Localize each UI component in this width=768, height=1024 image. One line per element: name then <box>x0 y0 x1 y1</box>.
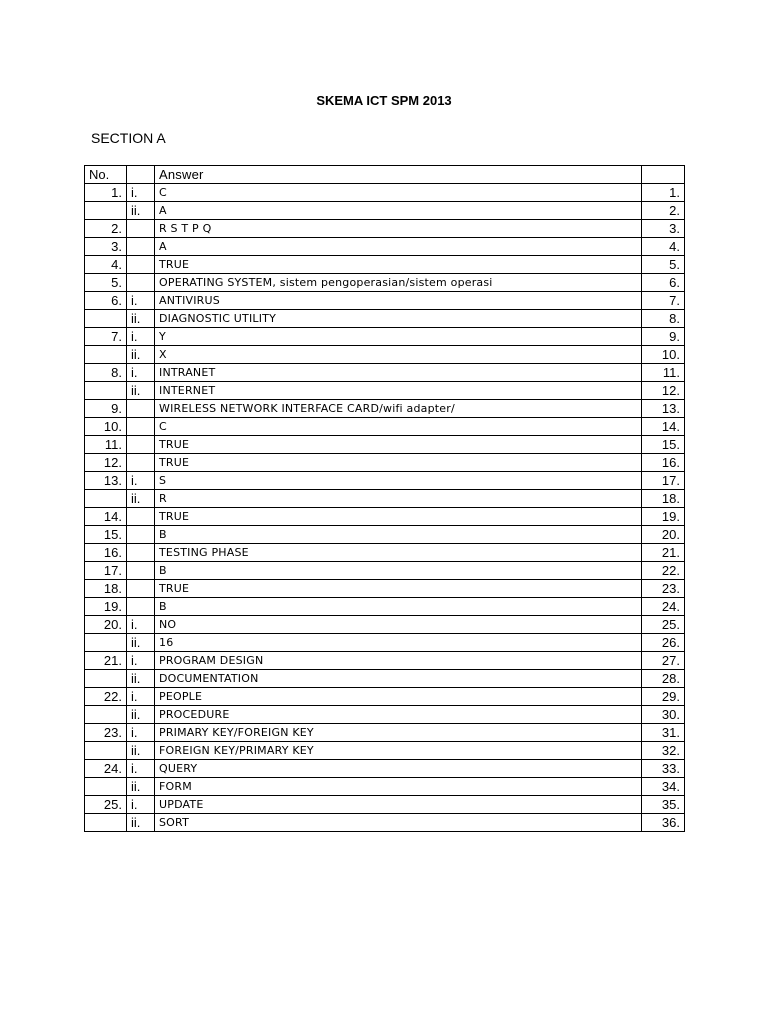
mark-number: 11. <box>642 364 685 382</box>
document-title: SKEMA ICT SPM 2013 <box>316 93 452 108</box>
answer-cell: C <box>155 184 642 202</box>
table-row <box>85 688 685 706</box>
question-number: 11. <box>85 436 127 454</box>
answer-cell: 16 <box>155 634 642 652</box>
sub-question: ii. <box>127 310 155 328</box>
sub-question <box>127 454 155 472</box>
table-row <box>85 562 685 580</box>
answer-cell: B <box>155 598 642 616</box>
mark-number: 28. <box>642 670 685 688</box>
answer-cell: INTRANET <box>155 364 642 382</box>
mark-number: 33. <box>642 760 685 778</box>
question-number <box>85 634 127 652</box>
table-row <box>85 364 685 382</box>
question-number: 21. <box>85 652 127 670</box>
question-number <box>85 346 127 364</box>
answer-cell: R S T P Q <box>155 220 642 238</box>
answer-cell: R <box>155 490 642 508</box>
answer-cell: Y <box>155 328 642 346</box>
question-number: 14. <box>85 508 127 526</box>
header-mark <box>642 166 685 184</box>
answer-cell: PEOPLE <box>155 688 642 706</box>
table-row <box>85 184 685 202</box>
sub-question: i. <box>127 724 155 742</box>
question-number: 13. <box>85 472 127 490</box>
sub-question: ii. <box>127 706 155 724</box>
answer-cell: DIAGNOSTIC UTILITY <box>155 310 642 328</box>
sub-question <box>127 418 155 436</box>
table-row <box>85 274 685 292</box>
answer-cell: S <box>155 472 642 490</box>
question-number <box>85 670 127 688</box>
answer-cell: TESTING PHASE <box>155 544 642 562</box>
mark-number: 13. <box>642 400 685 418</box>
table-row <box>85 220 685 238</box>
mark-number: 14. <box>642 418 685 436</box>
answer-cell: QUERY <box>155 760 642 778</box>
sub-question <box>127 562 155 580</box>
mark-number: 8. <box>642 310 685 328</box>
table-row <box>85 202 685 220</box>
mark-number: 21. <box>642 544 685 562</box>
question-number: 7. <box>85 328 127 346</box>
mark-number: 4. <box>642 238 685 256</box>
answer-table <box>84 165 685 832</box>
answer-cell: FORM <box>155 778 642 796</box>
mark-number: 17. <box>642 472 685 490</box>
question-number: 19. <box>85 598 127 616</box>
question-number <box>85 742 127 760</box>
sub-question: i. <box>127 184 155 202</box>
table-row <box>85 400 685 418</box>
question-number: 2. <box>85 220 127 238</box>
question-number: 9. <box>85 400 127 418</box>
sub-question: i. <box>127 616 155 634</box>
answer-cell: B <box>155 562 642 580</box>
mark-number: 19. <box>642 508 685 526</box>
question-number: 17. <box>85 562 127 580</box>
sub-question: i. <box>127 328 155 346</box>
answer-cell: PRIMARY KEY/FOREIGN KEY <box>155 724 642 742</box>
question-number: 10. <box>85 418 127 436</box>
table-row <box>85 742 685 760</box>
sub-question: i. <box>127 472 155 490</box>
table-row <box>85 238 685 256</box>
table-row <box>85 328 685 346</box>
question-number <box>85 814 127 832</box>
question-number: 22. <box>85 688 127 706</box>
table-row <box>85 310 685 328</box>
sub-question <box>127 526 155 544</box>
sub-question <box>127 274 155 292</box>
question-number: 5. <box>85 274 127 292</box>
section-heading: SECTION A <box>91 130 166 146</box>
table-row <box>85 616 685 634</box>
table-row <box>85 490 685 508</box>
mark-number: 27. <box>642 652 685 670</box>
mark-number: 10. <box>642 346 685 364</box>
mark-number: 24. <box>642 598 685 616</box>
answer-cell: PROCEDURE <box>155 706 642 724</box>
answer-cell: WIRELESS NETWORK INTERFACE CARD/wifi adapter/ <box>155 400 642 418</box>
question-number: 4. <box>85 256 127 274</box>
sub-question: ii. <box>127 202 155 220</box>
question-number: 15. <box>85 526 127 544</box>
answer-cell: A <box>155 238 642 256</box>
table-row <box>85 670 685 688</box>
answer-cell: TRUE <box>155 436 642 454</box>
table-row <box>85 544 685 562</box>
mark-number: 3. <box>642 220 685 238</box>
mark-number: 5. <box>642 256 685 274</box>
question-number <box>85 778 127 796</box>
sub-question: ii. <box>127 778 155 796</box>
mark-number: 32. <box>642 742 685 760</box>
answer-cell: SORT <box>155 814 642 832</box>
mark-number: 7. <box>642 292 685 310</box>
question-number: 23. <box>85 724 127 742</box>
question-number: 8. <box>85 364 127 382</box>
mark-number: 6. <box>642 274 685 292</box>
table-row <box>85 760 685 778</box>
mark-number: 1. <box>642 184 685 202</box>
answer-cell: ANTIVIRUS <box>155 292 642 310</box>
table-row <box>85 526 685 544</box>
table-row <box>85 796 685 814</box>
sub-question: ii. <box>127 634 155 652</box>
answer-cell: NO <box>155 616 642 634</box>
sub-question <box>127 544 155 562</box>
question-number: 3. <box>85 238 127 256</box>
answer-cell: A <box>155 202 642 220</box>
sub-question <box>127 400 155 418</box>
answer-cell: C <box>155 418 642 436</box>
question-number: 18. <box>85 580 127 598</box>
table-row <box>85 580 685 598</box>
table-header-row <box>85 166 685 184</box>
mark-number: 31. <box>642 724 685 742</box>
mark-number: 36. <box>642 814 685 832</box>
mark-number: 34. <box>642 778 685 796</box>
sub-question: ii. <box>127 814 155 832</box>
table-row <box>85 778 685 796</box>
table-row <box>85 598 685 616</box>
table-row <box>85 814 685 832</box>
question-number <box>85 310 127 328</box>
answer-cell: DOCUMENTATION <box>155 670 642 688</box>
sub-question: i. <box>127 760 155 778</box>
sub-question: ii. <box>127 490 155 508</box>
table-row <box>85 382 685 400</box>
answer-cell: FOREIGN KEY/PRIMARY KEY <box>155 742 642 760</box>
mark-number: 20. <box>642 526 685 544</box>
table-row <box>85 652 685 670</box>
sub-question: ii. <box>127 742 155 760</box>
mark-number: 23. <box>642 580 685 598</box>
answer-cell: TRUE <box>155 580 642 598</box>
question-number: 6. <box>85 292 127 310</box>
sub-question: i. <box>127 796 155 814</box>
sub-question: ii. <box>127 382 155 400</box>
answer-cell: X <box>155 346 642 364</box>
answer-cell: PROGRAM DESIGN <box>155 652 642 670</box>
table-row <box>85 706 685 724</box>
answer-cell: B <box>155 526 642 544</box>
mark-number: 18. <box>642 490 685 508</box>
answer-cell: TRUE <box>155 454 642 472</box>
question-number: 24. <box>85 760 127 778</box>
answer-cell: UPDATE <box>155 796 642 814</box>
question-number <box>85 202 127 220</box>
question-number: 12. <box>85 454 127 472</box>
question-number <box>85 490 127 508</box>
table-row <box>85 472 685 490</box>
question-number: 25. <box>85 796 127 814</box>
table-row <box>85 436 685 454</box>
table-row <box>85 508 685 526</box>
sub-question <box>127 220 155 238</box>
sub-question <box>127 238 155 256</box>
sub-question: i. <box>127 292 155 310</box>
mark-number: 9. <box>642 328 685 346</box>
question-number <box>85 382 127 400</box>
header-sub <box>127 166 155 184</box>
question-number: 1. <box>85 184 127 202</box>
table-row <box>85 418 685 436</box>
mark-number: 29. <box>642 688 685 706</box>
answer-cell: TRUE <box>155 508 642 526</box>
sub-question: i. <box>127 364 155 382</box>
sub-question <box>127 598 155 616</box>
table-row <box>85 346 685 364</box>
sub-question <box>127 436 155 454</box>
answer-cell: TRUE <box>155 256 642 274</box>
header-answer: Answer <box>155 166 642 184</box>
mark-number: 22. <box>642 562 685 580</box>
table-row <box>85 292 685 310</box>
sub-question: i. <box>127 688 155 706</box>
mark-number: 30. <box>642 706 685 724</box>
question-number: 16. <box>85 544 127 562</box>
sub-question: ii. <box>127 670 155 688</box>
answer-table-body <box>85 166 685 832</box>
mark-number: 15. <box>642 436 685 454</box>
sub-question: ii. <box>127 346 155 364</box>
table-row <box>85 256 685 274</box>
table-row <box>85 724 685 742</box>
answer-cell: INTERNET <box>155 382 642 400</box>
sub-question <box>127 256 155 274</box>
answer-cell: OPERATING SYSTEM, sistem pengoperasian/sistem operasi <box>155 274 642 292</box>
mark-number: 35. <box>642 796 685 814</box>
header-no: No. <box>85 166 127 184</box>
mark-number: 25. <box>642 616 685 634</box>
sub-question: i. <box>127 652 155 670</box>
question-number <box>85 706 127 724</box>
mark-number: 16. <box>642 454 685 472</box>
sub-question <box>127 508 155 526</box>
mark-number: 12. <box>642 382 685 400</box>
mark-number: 26. <box>642 634 685 652</box>
question-number: 20. <box>85 616 127 634</box>
mark-number: 2. <box>642 202 685 220</box>
table-row <box>85 454 685 472</box>
table-row <box>85 634 685 652</box>
sub-question <box>127 580 155 598</box>
